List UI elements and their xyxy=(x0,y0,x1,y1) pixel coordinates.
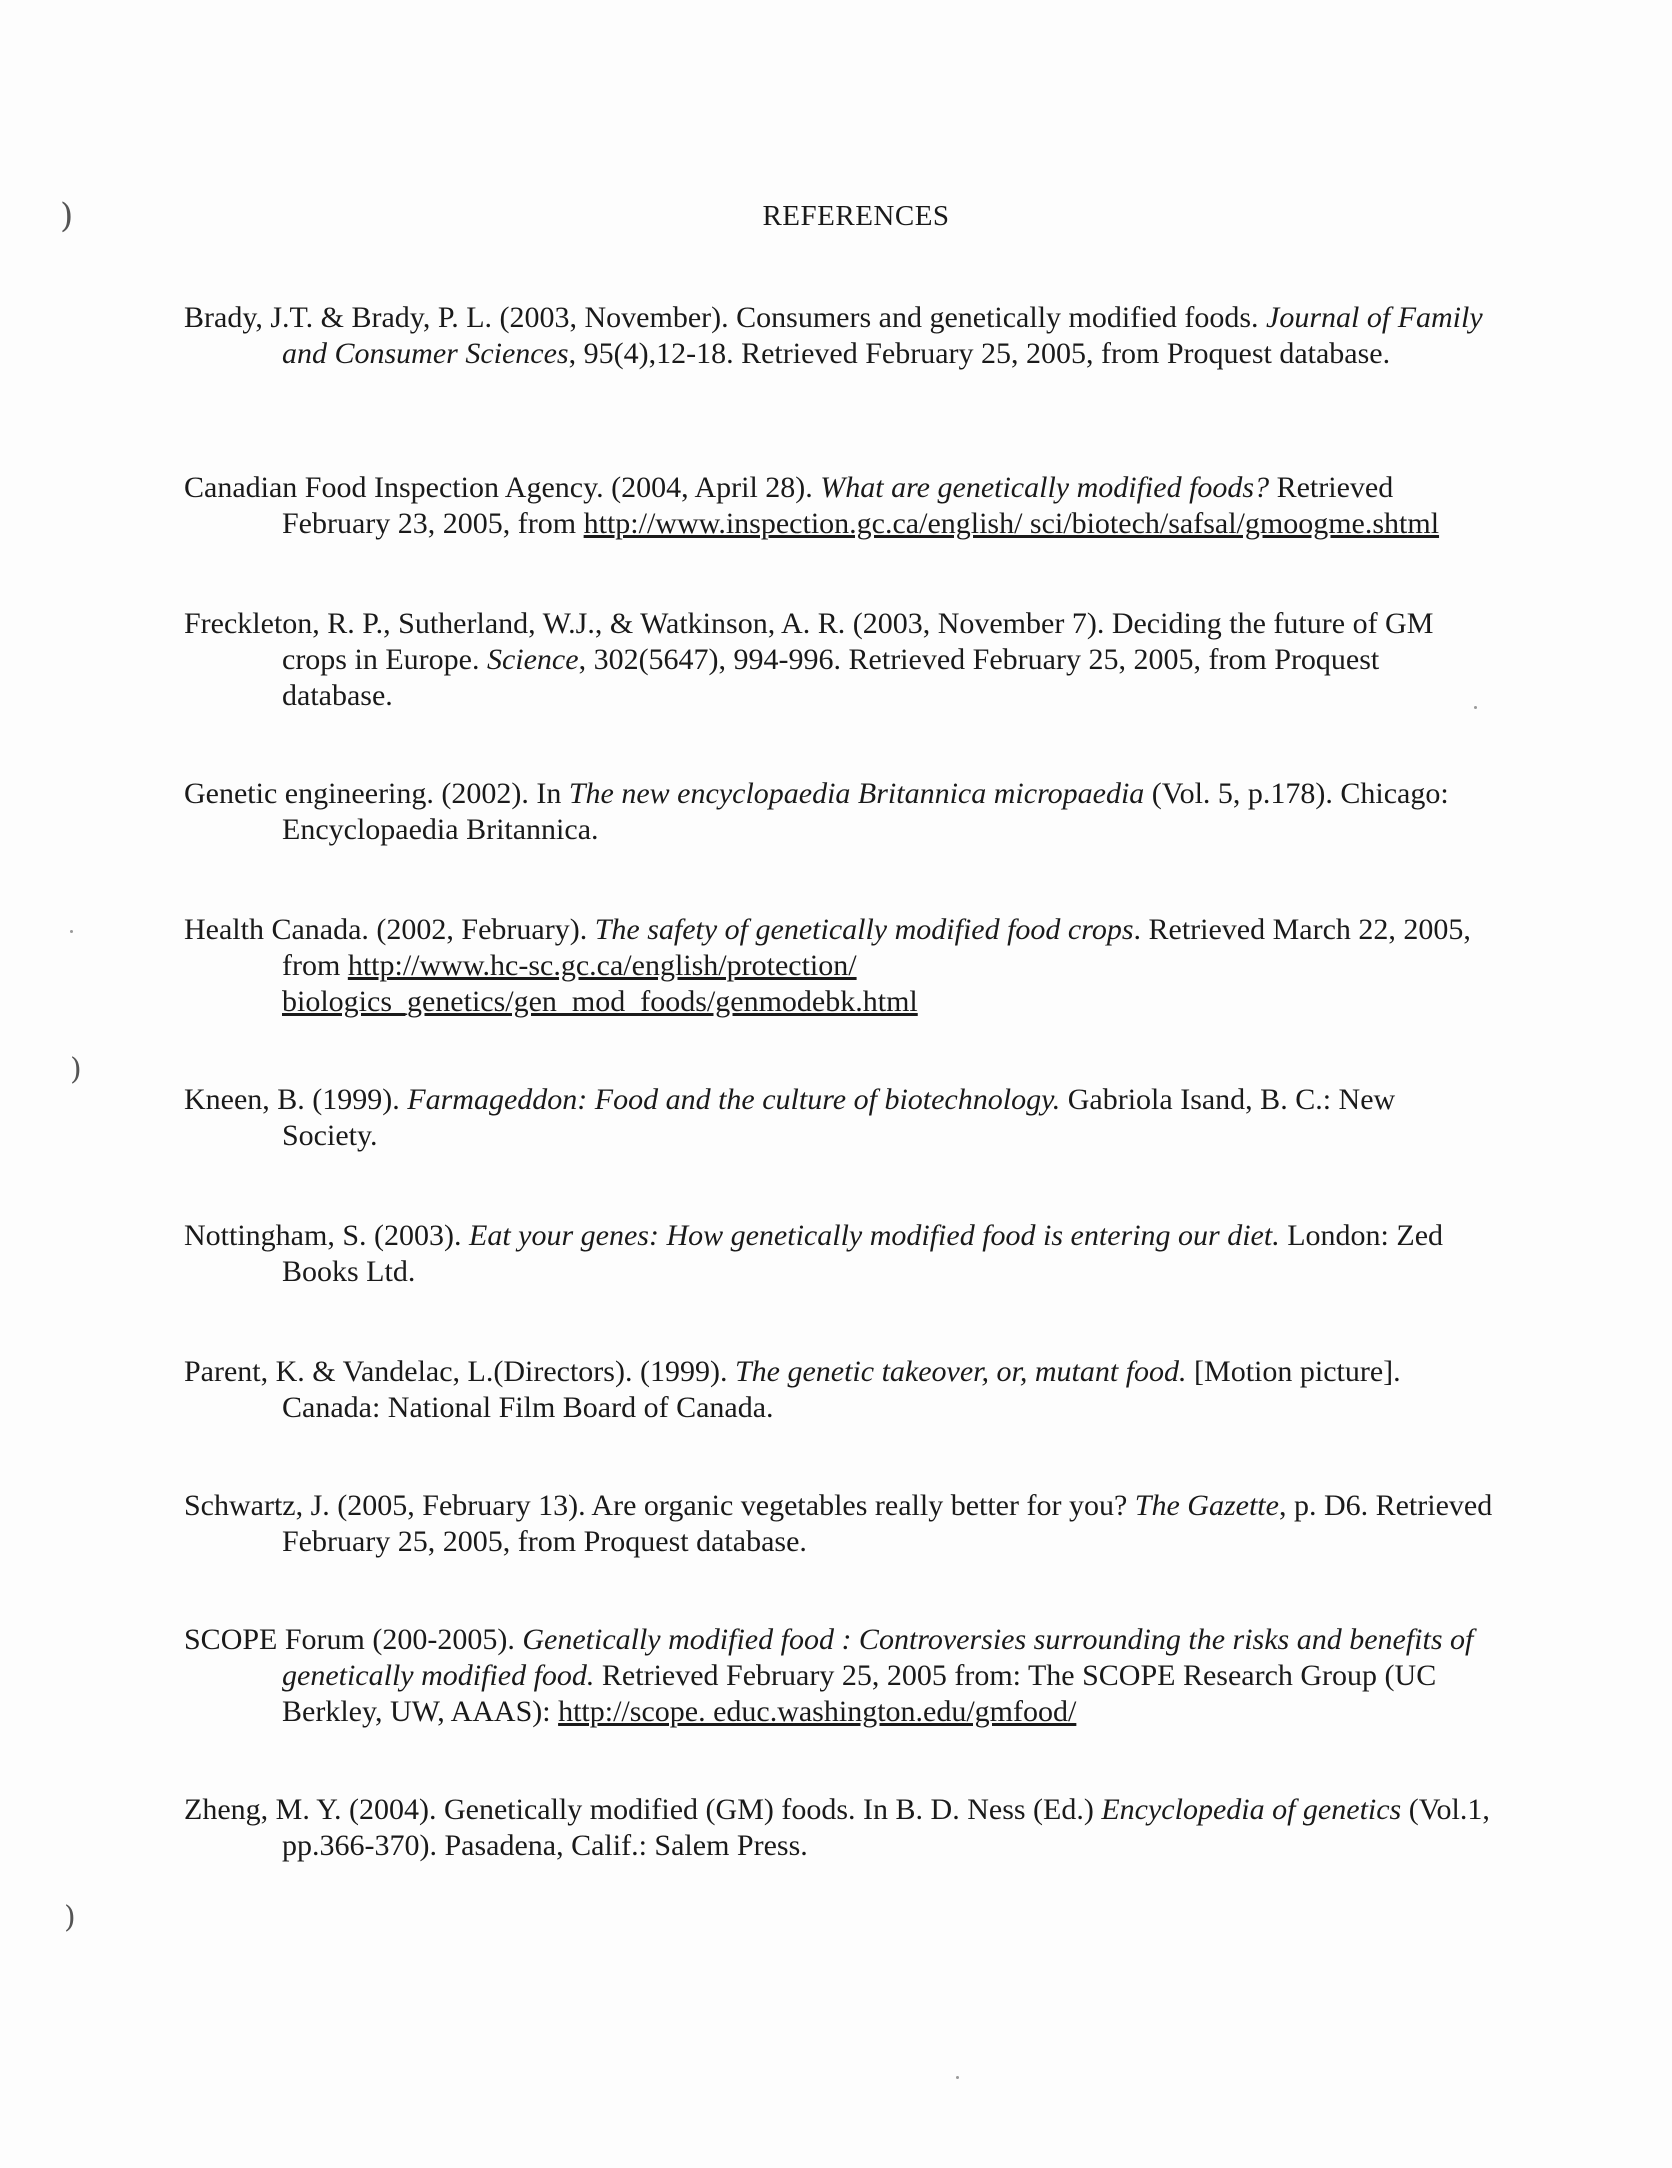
ref-text: (Vol.1, pp.366-370). Pasadena, Calif.: Salem Press. xyxy=(282,1793,1490,1862)
ref-italic-title: Encyclopedia of genetics xyxy=(1101,1793,1402,1826)
ref-url-link[interactable]: http://www.inspection.gc.ca/english/ sci/biotech/safsal/gmoogme.shtml xyxy=(583,507,1440,540)
ref-text: Health Canada. (2002, February). xyxy=(184,913,595,946)
ref-text: (Vol. 5, p.178). Chicago: Encyclopaedia Britannica. xyxy=(282,777,1449,846)
reference-entry xyxy=(184,1488,1494,1560)
margin-paren-mark: ) xyxy=(60,196,74,236)
ref-text: Kneen, B. (1999). xyxy=(184,1083,408,1116)
ref-text: Genetic engineering. (2002). In xyxy=(184,777,569,810)
ref-text: , p. D6. Retrieved February 25, 2005, from Proquest database. xyxy=(282,1489,1493,1558)
reference-entry xyxy=(184,470,1494,542)
speck xyxy=(70,930,73,933)
ref-text: Retrieved February 25, 2005 from: The SCOPE Research Group (UC Berkley, UW, AAAS): xyxy=(282,1659,1437,1728)
ref-italic-title: The safety of genetically modified food crops xyxy=(594,913,1134,946)
margin-paren-mark: ) xyxy=(64,1900,76,1935)
ref-text: , 302(5647), 994-996. Retrieved February 25, 2005, from Proquest database. xyxy=(282,643,1380,712)
reference-entry xyxy=(184,1218,1494,1290)
ref-text: Freckleton, R. P., Sutherland, W.J., & Watkinson, A. R. (2003, November 7). Deciding the future of GM crops in Europe. xyxy=(184,607,1434,676)
ref-text: Brady, J.T. & Brady, P. L. (2003, November). Consumers and genetically modified foods. xyxy=(184,301,1267,334)
margin-paren-mark: ) xyxy=(70,1052,82,1087)
reference-entry xyxy=(184,606,1494,714)
ref-text: Retrieved February 23, 2005, from xyxy=(282,471,1394,540)
ref-url-link[interactable]: http://scope. educ.washington.edu/gmfood/ xyxy=(558,1695,1077,1728)
ref-text: SCOPE Forum (200-2005). xyxy=(184,1623,523,1656)
ref-text: Gabriola Isand, B. C.: New Society. xyxy=(282,1083,1396,1152)
ref-text: Nottingham, S. (2003). xyxy=(184,1219,469,1252)
reference-entry xyxy=(184,300,1494,372)
ref-text: , 95(4),12-18. Retrieved February 25, 2005, from Proquest database. xyxy=(568,337,1391,370)
ref-text: Zheng, M. Y. (2004). Genetically modified (GM) foods. In B. D. Ness (Ed.) xyxy=(184,1793,1102,1826)
reference-entry xyxy=(184,776,1494,848)
ref-italic-title: The new encyclopaedia Britannica micropaedia xyxy=(568,777,1145,810)
ref-italic-title: Farmageddon: Food and the culture of biotechnology. xyxy=(407,1083,1061,1116)
reference-entry xyxy=(184,912,1494,1020)
ref-italic-title: What are genetically modified foods? xyxy=(820,471,1270,504)
page-title: REFERENCES xyxy=(762,200,950,232)
ref-italic-title: Eat your genes: How genetically modified food is entering our diet. xyxy=(469,1219,1280,1252)
ref-text: Schwartz, J. (2005, February 13). Are organic vegetables really better for you? xyxy=(184,1489,1135,1522)
ref-text: London: Zed Books Ltd. xyxy=(282,1219,1444,1288)
ref-url-link[interactable]: http://www.hc-sc.gc.ca/english/protection/ biologics_genetics/gen_mod_foods/genmodebk.html xyxy=(282,949,918,1018)
ref-text: . Retrieved March 22, 2005, from xyxy=(282,913,1471,982)
ref-text: Canadian Food Inspection Agency. (2004, April 28). xyxy=(184,471,821,504)
ref-italic-title: The genetic takeover, or, mutant food. xyxy=(734,1355,1187,1388)
reference-entry xyxy=(184,1354,1494,1426)
ref-italic-title: Science xyxy=(486,643,579,676)
ref-italic-title: Genetically modified food : Controversies surrounding the risks and benefits of genetically modified food. xyxy=(282,1623,1474,1692)
reference-entry xyxy=(184,1082,1494,1154)
ref-text: Parent, K. & Vandelac, L.(Directors). (1999). xyxy=(184,1355,735,1388)
reference-entry xyxy=(184,1622,1494,1730)
ref-italic-title: The Gazette xyxy=(1134,1489,1279,1522)
speck xyxy=(956,2076,959,2079)
ref-text: [Motion picture]. Canada: National Film Board of Canada. xyxy=(282,1355,1401,1424)
ref-italic-title: Journal of Family and Consumer Sciences xyxy=(282,301,1483,370)
reference-entry xyxy=(184,1792,1494,1864)
